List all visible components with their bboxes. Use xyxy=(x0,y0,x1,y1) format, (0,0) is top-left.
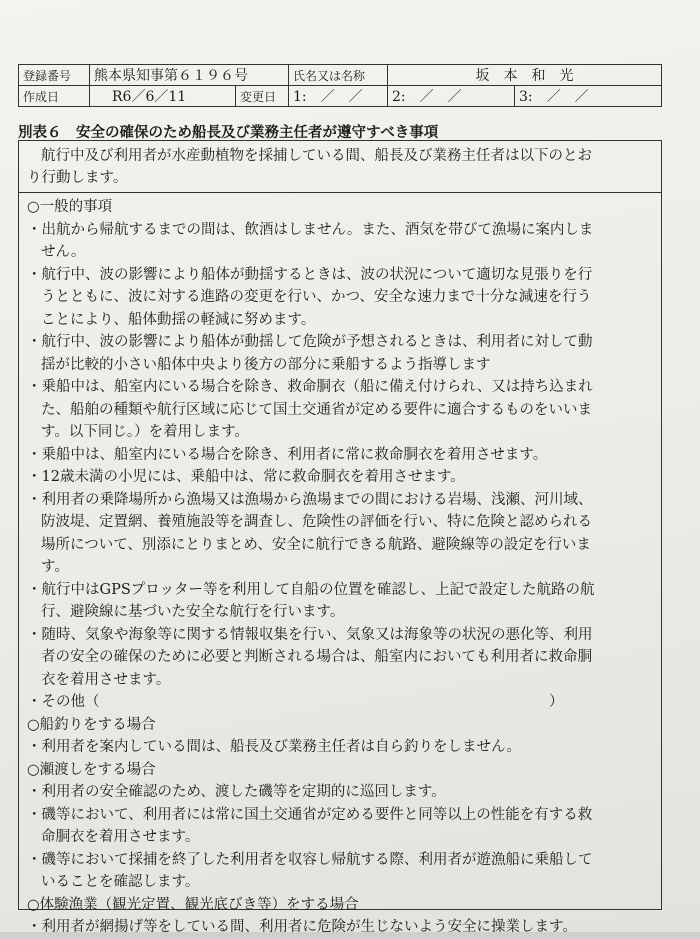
reg-no-value: 熊本県知事第６１９６号 xyxy=(90,65,289,86)
section-heading: ○瀬渡しをする場合 xyxy=(27,761,156,778)
rule-line: 者の安全の確保のために必要と判断される場合は、船室内においても利用者に救命胴 xyxy=(41,649,592,665)
rule-line: ・磯等において採捕を終了した利用者を収容し帰航する際、利用者が遊漁船に乗船して xyxy=(27,851,593,868)
intro-line-1: 航行中及び利用者が水産動植物を採捕している間、船長及び業務主任者は以下のとお xyxy=(41,148,592,164)
change-1: 1: ／ ／ xyxy=(289,86,388,107)
rule-line: うとともに、波に対する進路の変更を行い、かつ、安全な速力まで十分な減速を行う xyxy=(41,289,592,305)
intro-text xyxy=(19,141,661,193)
rules-box xyxy=(18,140,662,935)
rule-line: す。 xyxy=(41,559,69,575)
intro-line-2: り行動します。 xyxy=(27,170,128,186)
rule-line: ことにより、船体動揺の軽減に努めます。 xyxy=(41,311,316,328)
change-3: 3: ／ ／ xyxy=(515,86,662,107)
change-2: 2: ／ ／ xyxy=(388,86,515,107)
name-value: 坂 本 和 光 xyxy=(388,65,662,86)
rule-line: いることを確認します。 xyxy=(41,874,200,890)
rule-line: ・航行中、波の影響により船体が動揺するときは、波の状況について適切な見張りを行 xyxy=(27,266,593,283)
rule-line: 防波堤、定置網、養殖施設等を調査し、危険性の評価を行い、特に危険と認められる xyxy=(41,514,592,530)
rule-line: 衣を着用させます。 xyxy=(41,671,171,688)
reg-no-label: 登録番号 xyxy=(19,65,90,86)
header-table xyxy=(18,64,662,107)
rule-line: ・乗船中は、船室内にいる場合を除き、救命胴衣（船に備え付けられ、又は持ち込まれ xyxy=(27,379,593,395)
rules-list xyxy=(27,196,657,939)
rule-line: 揺が比較的小さい船体中央より後方の部分に乗船するよう指導します xyxy=(41,356,491,373)
name-label: 氏名又は名称 xyxy=(289,65,388,86)
rule-line: ・利用者が網揚げ等をしている間、利用者に危険が生じないよう安全に操業します。 xyxy=(27,919,577,935)
date-label: 作成日 xyxy=(19,86,90,107)
rule-line: せん。 xyxy=(41,244,86,260)
document-title: 別表６ 安全の確保のため船長及び業務主任者が遵守すべき事項 xyxy=(18,124,439,141)
rule-line: す。以下同じ。）を着用します。 xyxy=(41,424,249,440)
rule-line: ・航行中はGPSプロッター等を利用して自船の位置を確認し、上記で設定した航路の航 xyxy=(27,581,595,598)
rule-line: 行、避険線に基づいた安全な航行を行います。 xyxy=(41,604,345,620)
section-heading: ○一般的事項 xyxy=(27,199,113,215)
change-label: 変更日 xyxy=(240,89,277,104)
rule-line: 場所について、別添にとりまとめ、安全に航行できる航路、避険線等の設定を行いま xyxy=(41,536,591,553)
rule-line: ・随時、気象や海象等に関する情報収集を行い、気象又は海象等の状況の悪化等、利用 xyxy=(27,626,593,643)
rule-line: ・その他（ ） xyxy=(27,694,564,710)
section-heading: ○船釣りをする場合 xyxy=(27,716,156,733)
rule-line: ・磯等において、利用者には常に国土交通省が定める要件と同等以上の性能を有する救 xyxy=(27,806,593,823)
section-heading: ○体験漁業（観光定置、観光底びき等）をする場合 xyxy=(27,896,359,913)
rule-line: 命胴衣を着用させます。 xyxy=(41,829,200,845)
rule-line: ・出航から帰航するまでの間は、飲酒はしません。また、酒気を帯びて漁場に案内しま xyxy=(27,221,594,238)
rule-line: ・乗船中は、船室内にいる場合を除き、利用者に常に救命胴衣を着用させます。 xyxy=(27,446,548,463)
rule-line: ・航行中、波の影響により船体が動揺して危険が予想されるときは、利用者に対して動 xyxy=(27,334,593,350)
rule-line: ・利用者の乗降場所から漁場又は漁場から漁場までの間における岩場、浅瀬、河川域、 xyxy=(27,491,593,508)
rule-line: ・12歳未満の小児には、乗船中は、常に救命胴衣を着用させます。 xyxy=(27,469,465,485)
date-value: R6／6／11 xyxy=(90,86,236,106)
rule-line: ・利用者の安全確認のため、渡した磯等を定期的に巡回します。 xyxy=(27,784,446,800)
rule-line: た、船舶の種類や航行区域に応じて国土交通省が定める要件に適合するものをいいま xyxy=(41,401,592,418)
rule-line: ・利用者を案内している間は、船長及び業務主任者は自ら釣りをしません。 xyxy=(27,739,521,755)
